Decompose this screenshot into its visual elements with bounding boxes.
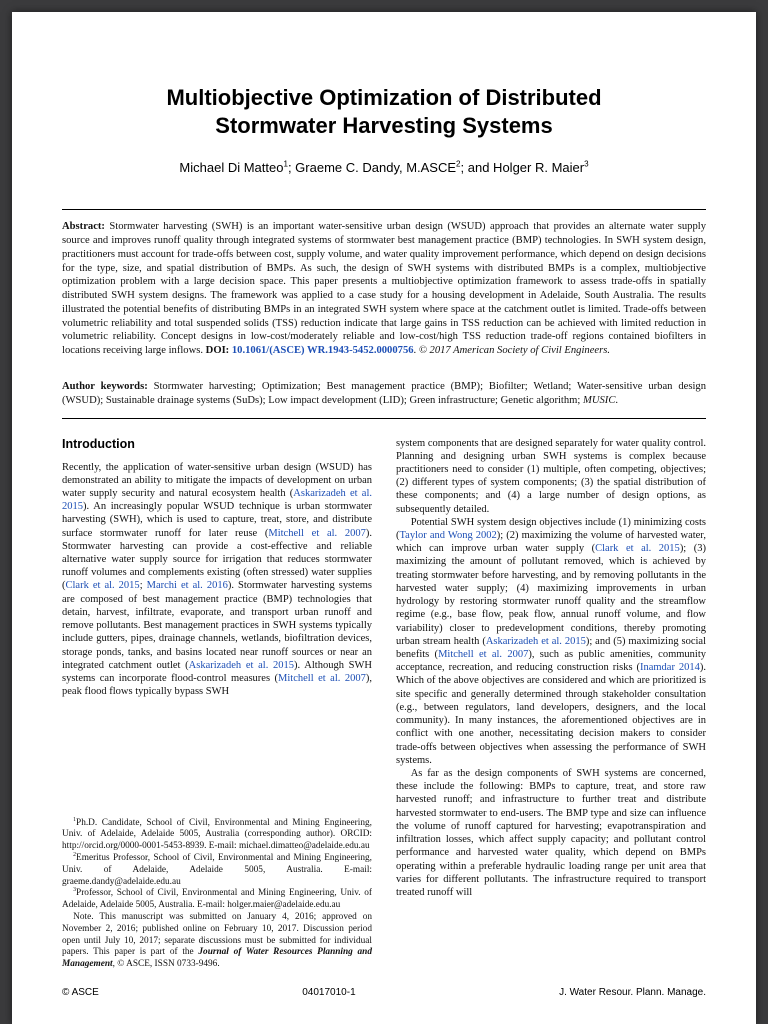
two-column-body [62,437,706,972]
body-paragraph-continuation: system components that are designed separately for water quality control. Planning and designing urban SWH systems is complex because practitioners need to consider (1) multiple, often competing, objectives; (2) different types of system components; (3) the spatial distribution of these components; and (4) a large number of design options, as subsequently detailed. [396,437,706,515]
footnotes-block [62,808,372,971]
citation-link[interactable]: Askarizadeh et al. 2015 [485,635,586,647]
citation-link[interactable]: Askarizadeh et al. 2015 [188,659,295,671]
abstract-paragraph: Abstract: Stormwater harvesting (SWH) is an important water-sensitive urban design (WSUD) approach that provides an alternate water supply source and improves runoff quality through integrated systems of stormwater best management practice (BMP) technologies. In SWH system design, practitioners must account for trade-offs between cost, supply volume, and water quality improvement performance, which depend on design decisions for the type, size, and spatial distribution of BMPs. As such, the design of SWH systems with distributed BMPs is a complex, multiobjective optimization problem with a large decision space. This paper presents a multiobjective optimization framework to assess trade-offs in spatially distributed SWH system designs. The framework was applied to a case study for a housing development in Adelaide, South Australia. The results illustrated the potential benefits of distributing BMPs in an integrated SWH system where space at the catchment outlet is limited. Trade-offs between volumetric reliability and total suspended solids (TSS) reduction indicate that large gains in TSS reduction can be achieved with limited reduction in volumetric reliability. Concept designs in low-cost/moderately reliable and low-cost/high TSS reduction trade-off regions contained biofilters in locations receiving large inflows. DOI: 10.1061/(ASCE) WR.1943-5452.0000756. © 2017 American Society of Civil Engineers. [62,221,706,357]
footer-journal-name: J. Water Resour. Plann. Manage. [559,987,706,998]
footer-copyright: © ASCE [62,987,99,998]
citation-link[interactable]: Mitchell et al. 2007 [278,673,366,684]
paper-title-line-2: Stormwater Harvesting Systems [215,113,553,139]
citation-link[interactable]: Clark et al. 2015 [65,580,140,592]
footnote-author-3: $^3$Professor, School of Civil, Environmental and Mining Engineering, Univ. of Adelaide, Adelaide 5005, Australia. E-mail: holger.maier@adelaide.edu.au [62,887,372,911]
citation-link[interactable]: Mitchell et al. 2007 [438,649,529,660]
citation-link[interactable]: Inamdar 2014 [639,662,700,674]
right-column [396,437,706,972]
body-paragraph-components: As far as the design components of SWH systems are concerned, these include the following: BMPs to capture, treat, and store raw harvested runoff; and infrastructure to further treat and distribute harvested stormwater to end-users. The BMP type and size can influence the volume of runoff captured for harvesting; evapotranspiration and infiltration losses, which affect supply capacity; and pollutant control performance and harvested water quality, which depend on BMPs operating within a preferable hydraulic loading range per unit area that varies for different pollutants. The infrastructure required to transport treated runoff will [396,767,706,898]
abstract-bottom-divider [62,418,706,419]
citation-link[interactable]: Mitchell et al. 2007 [268,527,366,539]
page-footer [62,987,706,998]
doi-link[interactable]: 10.1061/(ASCE) WR.1943-5452.0000756 [231,345,414,357]
paper-title [62,84,706,140]
author-keywords-paragraph: Author keywords: Stormwater harvesting; Optimization; Best management practice (BMP); Biofilter; Wetland; Water-sensitive urban design (WSUD); Sustainable drainage systems (SuDs); Low impact development (LID); Green infrastructure; Genetic algorithm; MUSIC. [62,380,706,406]
left-column [62,437,372,972]
citation-link[interactable]: Marchi et al. 2016 [146,580,228,592]
abstract-top-divider [62,209,706,210]
intro-paragraph: Recently, the application of water-sensitive urban design (WSUD) has demonstrated an ability to mitigate the impacts of development on urban water supply security and natural ecosystem health (Askarizadeh et al. 2015). An increasingly popular WSUD technique is urban stormwater harvesting (SWH), which is used to capture, treat, store, and distribute surface stormwater runoff for later reuse (Mitchell et al. 2007). Stormwater harvesting can provide a cost-effective and reliable alternative water supply source for irrigation that reduces stormwater runoff volumes and complements existing (often stressed) water supplies (Clark et al. 2015; Marchi et al. 2016). Stormwater harvesting systems are composed of best management practice (BMP) technologies that detain, harvest, infiltrate, evaporate, and transport urban runoff and remove pollutants. Best management practices in SWH systems typically include gutters, pipes, drainage channels, wetlands, biofiltration devices, storage ponds, tanks, and basins located near runoff sources or near an integrated catchment outlet (Askarizadeh et al. 2015). Although SWH systems can incorporate flood-control measures (Mitchell et al. 2007), peak flood flows typically bypass SWH [62,461,373,698]
authors-line: Michael Di Matteo$^1$; Graeme C. Dandy, M.ASCE$^2$; and Holger R. Maier$^3$ [179,159,589,176]
footer-page-number: 04017010-1 [302,987,356,998]
footnote-author-2: $^2$Emeritus Professor, School of Civil, Environmental and Mining Engineering, Univ. of Adelaide, Adelaide 5005, Australia. E-mail: graeme.dandy@adelaide.edu.au [62,851,372,887]
paper-page [12,12,756,1024]
citation-link[interactable]: Clark et al. 2015 [595,543,680,555]
footnote-author-1: $^1$Ph.D. Candidate, School of Civil, Environmental and Mining Engineering, Univ. of Adelaide, Adelaide 5005, Australia (corresponding author). ORCID: http://orcid.org/0000-0001-5453-8939. E-mail: michael.dimatteo@adelaide.edu.au [62,816,372,852]
footnote-manuscript-note: Note. This manuscript was submitted on January 4, 2016; approved on November 2, 2016; published online on February 10, 2017. Discussion period open until July 10, 2017; separate discussions must be submitted for individual papers. This paper is part of the Journal of Water Resources Planning and Management, © ASCE, ISSN 0733-9496. [62,912,372,970]
body-paragraph-objectives: Potential SWH system design objectives include (1) minimizing costs (Taylor and Wong 2002); (2) maximizing the volume of harvested water, which can improve urban water supply (Clark et al. 2015); (3) maximizing the amount of pollutant removed, which is achieved by treating stormwater before harvesting, and by removing pollutants in the harvested water supply; (4) maximizing improvements in urban hydrology by restoring stormwater runoff quality and the streamflow regime (e.g., base flow, peak flow, annual runoff volume, and flow variability) closer to predevelopment conditions, thereby promoting urban stream health (Askarizadeh et al. 2015); and (5) maximizing social benefits (Mitchell et al. 2007), such as public amenities, community acceptance, recreation, and reducing construction risks (Inamdar 2014). Which of the above objectives are considered and which are prioritized is site specific and generally determined through stakeholder consultation (e.g., between regulators, land developers, designers, and the local community). In many instances, the aforementioned objectives are in conflict with one another, necessitating decision makers to consider trade-offs between objectives when assessing the performance of SWH systems. [396,516,707,766]
citation-link[interactable]: Askarizadeh et al. 2015 [62,487,372,513]
citation-link[interactable]: Taylor and Wong 2002 [399,530,497,542]
paper-title-line-1: Multiobjective Optimization of Distributed [166,85,602,110]
section-heading-introduction: Introduction [62,436,135,451]
